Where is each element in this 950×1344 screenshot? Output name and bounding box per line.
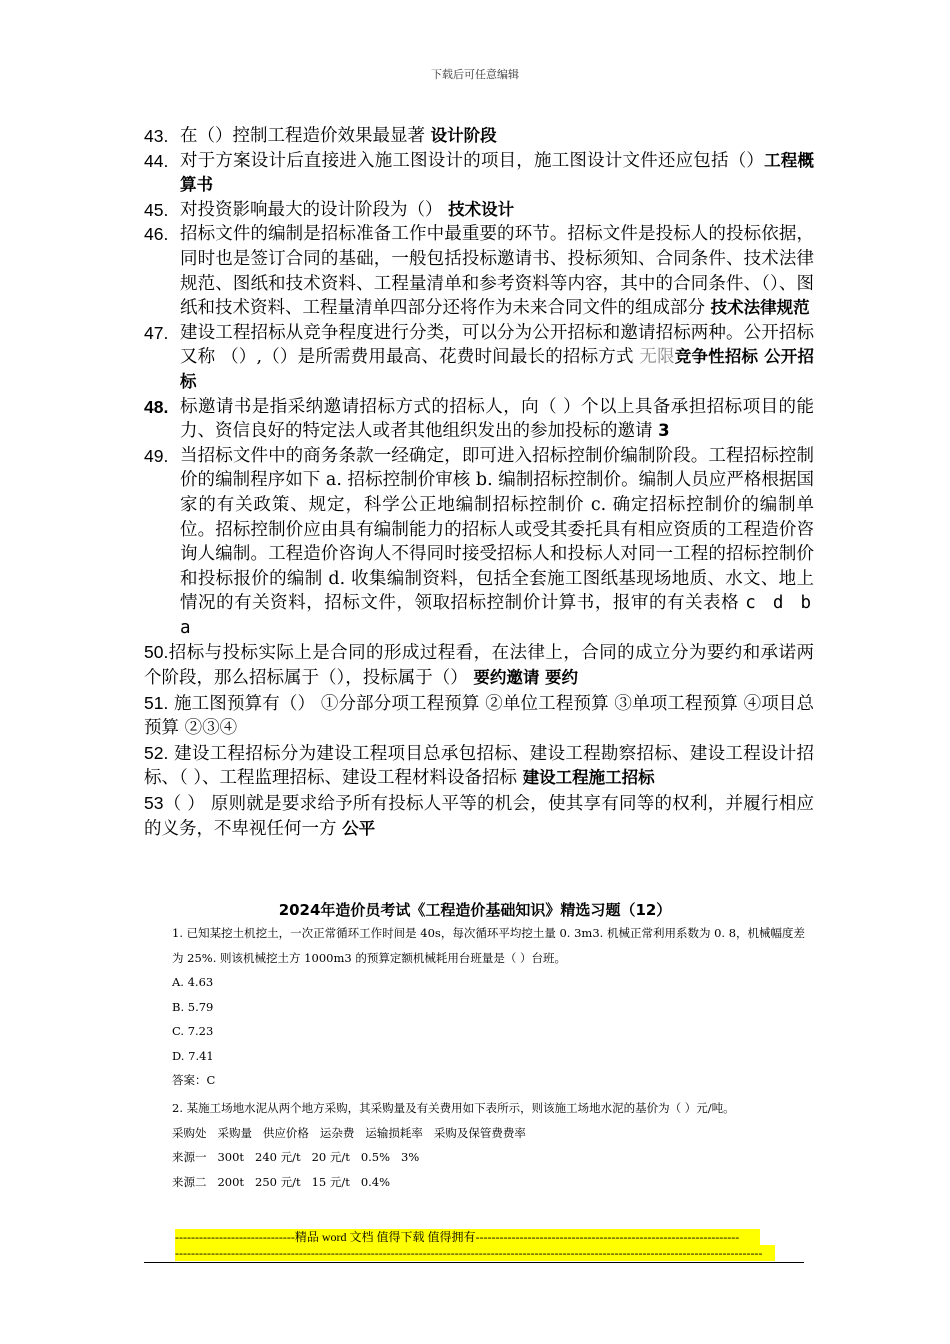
page-header: 下载后可任意编辑 bbox=[431, 68, 519, 81]
question-text: 建设工程招标分为建设工程项目总承包招标、建设工程勘察招标、建设工程设计招标、（ ）、工程监理招标、建设工程材料设备招标 bbox=[144, 743, 814, 789]
question-text: 在（）控制工程造价效果最显著 bbox=[180, 126, 431, 146]
footer-banner bbox=[175, 1229, 775, 1261]
question-answer: 工程概算书 bbox=[180, 150, 815, 195]
footer-line-2: --------------------------------------------------------------------------------------------------------------------------------------------------- bbox=[175, 1245, 775, 1261]
question-answer: 设计阶段 bbox=[430, 126, 497, 145]
footer-line-1: ------------------------------精品 word 文档 值得下载 值得拥有------------------------------------------------------------------ bbox=[175, 1229, 760, 1245]
question-answer: 技术法律规范 bbox=[710, 298, 810, 318]
question-number: 51. bbox=[144, 692, 169, 713]
question-number: 53 bbox=[144, 793, 164, 814]
question-answer: 技术设计 bbox=[448, 199, 515, 219]
question-text: （ ） 原则就是要求给予所有投标人平等的机会，使其享有同等的权利，并履行相应的义务，不卑视任何一方 bbox=[144, 794, 814, 839]
question-text: 招标文件的编制是招标准备工作中最重要的环节。招标文件是投标人的投标依据，同时也是签订合同的基础，一般包括投标邀请书、投标须知、合同条件、技术法律规范、图纸和技术资料、工程量清单和参考资料等内容，其中的合同条件、（）、图纸和技术资料、工程量清单四部分还将作为未来合同文件的组成部分 bbox=[180, 224, 814, 319]
footer-rule bbox=[144, 1262, 804, 1263]
question-answer: ②③④ bbox=[184, 718, 238, 739]
question-number: 45. bbox=[144, 199, 169, 220]
question-text: 对投资影响最大的设计阶段为（） bbox=[180, 199, 449, 220]
question-number: 50. bbox=[144, 642, 169, 663]
question-45 bbox=[144, 198, 814, 223]
question-52 bbox=[144, 741, 814, 791]
question-number: 46. bbox=[144, 224, 169, 245]
question-46 bbox=[144, 222, 814, 320]
question-50 bbox=[144, 640, 814, 690]
question-43 bbox=[144, 124, 814, 149]
question-number: 43. bbox=[144, 126, 169, 146]
table-header: 采购处 采购量 供应价格 运杂费 运输损耗率 采购及保管费费率 bbox=[172, 1125, 526, 1140]
table-row: 来源二 200t 250 元/t 15 元/t 0.4% bbox=[172, 1174, 391, 1189]
exercise-answer: 答案：C bbox=[172, 1073, 216, 1087]
exercise-stem: 1. 已知某挖土机挖土，一次正常循环工作时间是 40s，每次循环平均挖土量 0. 3m3. 机械正常利用系数为 0. 8，机械幅度差为 25%. 则该机械挖土方 1000m3 的预算定额机械耗用台班量是（ ）台班。 bbox=[172, 926, 806, 965]
question-text: 招标与投标实际上是合同的形成过程看，在法律上，合同的成立分为要约和承诺两个阶段，那么招标属于（），投标属于（） bbox=[144, 643, 814, 689]
section-title: 2024年造价员考试《工程造价基础知识》精选习题（12） bbox=[278, 901, 672, 919]
question-list bbox=[144, 124, 814, 841]
exercise-stem: 2. 某施工场地水泥从两个地方采购，其采购量及有关费用如下表所示，则该施工场地水泥的基价为（ ）元/吨。 bbox=[172, 1101, 735, 1115]
question-grey-text: 无限 bbox=[639, 347, 675, 368]
option-c: C. 7.23 bbox=[172, 1024, 214, 1038]
question-answer: 公平 bbox=[342, 818, 376, 838]
question-44 bbox=[144, 149, 814, 198]
question-answer: 建设工程施工招标 bbox=[522, 768, 655, 788]
question-answer: c d b a bbox=[180, 593, 815, 638]
question-number: 52. bbox=[144, 742, 169, 763]
question-49 bbox=[144, 444, 814, 641]
question-answer: 3 bbox=[658, 421, 670, 441]
question-47 bbox=[144, 321, 814, 395]
question-text: 施工图预算有（） ①分部分项工程预算 ②单位工程预算 ③单项工程预算 ④项目总预算 bbox=[144, 693, 814, 739]
question-answer: 竞争性招标 公开招标 bbox=[180, 347, 814, 391]
exercise-2 bbox=[144, 1096, 814, 1194]
exercise-1 bbox=[144, 921, 814, 1093]
question-answer: 要约邀请 要约 bbox=[473, 668, 579, 688]
question-text: 当招标文件中的商务条款一经确定，即可进入招标控制价编制阶段。工程招标控制价的编制程序如下 a. 招标控制价审核 b. 编制招标控制价。编制人员应严格根据国家的有关政策、规定，科学公正地编制招标控制价 c. 确定招标控制价的编制单位。招标控制价应由具有编制能力的招标人或受其委托具有相应资质的工程造价咨询人编制。工程造价咨询人不得同时接受招标人和投标人对同一工程的招标控制价和投标报价的编制 d. 收集编制资料，包括全套施工图纸基现场地质、水文、地上情况的有关资料，招标文件，领取招标控制价计算书，报审的有关表格 bbox=[180, 445, 814, 614]
question-number: 49. bbox=[144, 445, 169, 466]
question-51 bbox=[144, 691, 814, 741]
question-text: 标邀请书是指采纳邀请招标方式的招标人，向（ ）个以上具备承担招标项目的能力、资信良好的特定法人或者其他组织发出的参加投标的邀请 bbox=[180, 396, 814, 442]
question-number: 47. bbox=[144, 322, 169, 343]
option-a: A. 4.63 bbox=[172, 975, 214, 989]
table-row: 来源一 300t 240 元/t 20 元/t 0.5% 3% bbox=[172, 1150, 420, 1164]
option-d: D. 7.41 bbox=[172, 1048, 214, 1063]
question-number: 44. bbox=[144, 150, 169, 171]
question-48 bbox=[144, 395, 814, 444]
question-number: 48. bbox=[144, 396, 169, 417]
question-text: 对于方案设计后直接进入施工图设计的项目，施工图设计文件还应包括（） bbox=[180, 150, 765, 171]
question-53 bbox=[144, 791, 814, 841]
question-text: 建设工程招标从竞争程度进行分类，可以分为公开招标和邀请招标两种。公开招标又称 （）,（）是所需费用最高、花费时间最长的招标方式 bbox=[180, 322, 814, 368]
option-b: B. 5.79 bbox=[172, 999, 214, 1014]
